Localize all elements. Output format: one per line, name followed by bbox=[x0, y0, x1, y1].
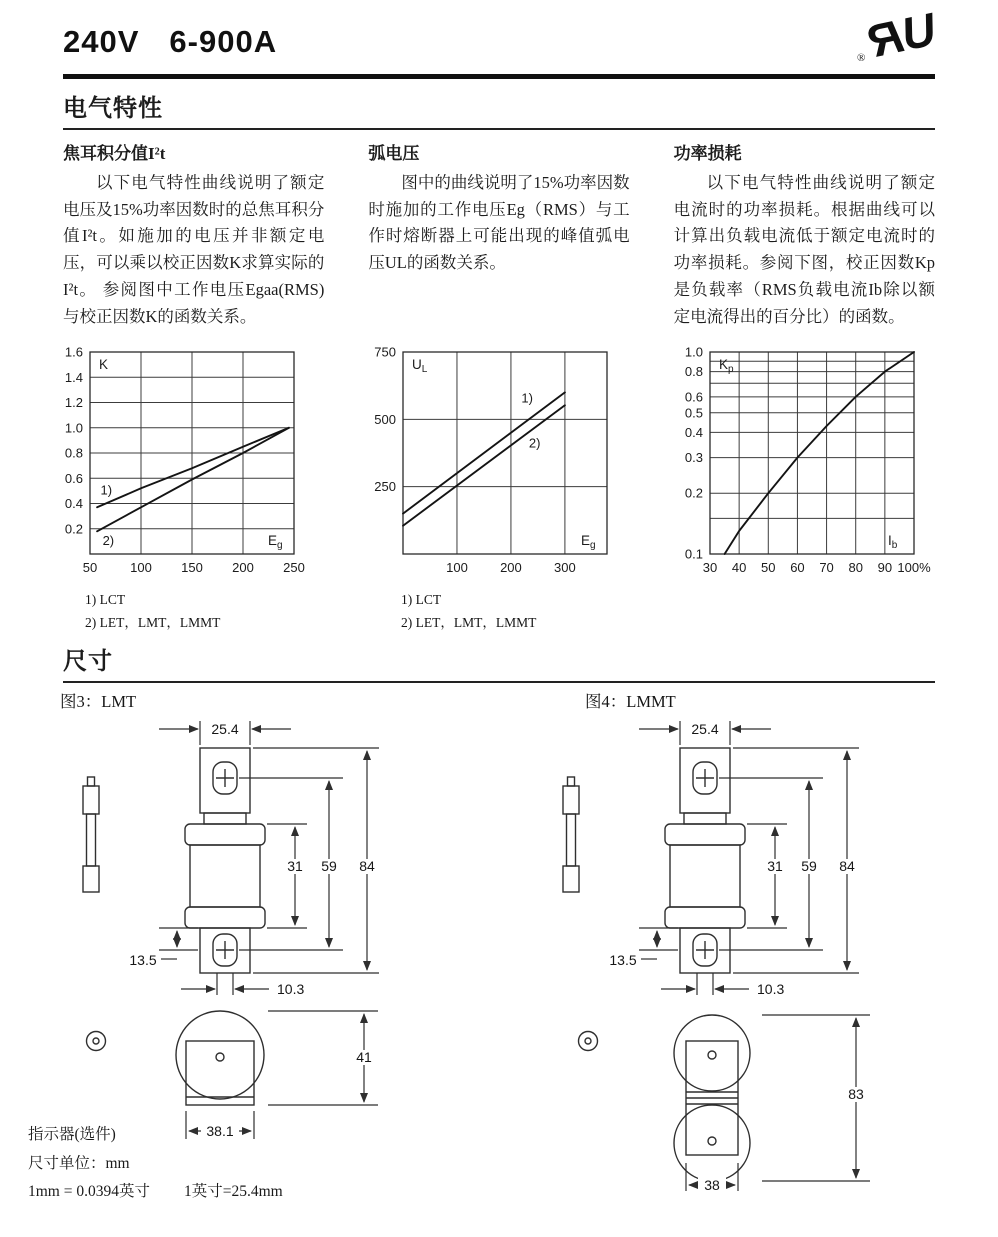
title-voltage: 240V bbox=[63, 24, 140, 59]
svg-text:100: 100 bbox=[130, 560, 152, 576]
svg-text:1.0: 1.0 bbox=[684, 344, 703, 360]
svg-text:40: 40 bbox=[731, 560, 747, 576]
fuse-indicator-side-view bbox=[563, 777, 579, 892]
fuse-body-outline bbox=[185, 748, 265, 973]
fuse-indicator-side-view bbox=[83, 777, 99, 892]
svg-text:K: K bbox=[99, 357, 109, 373]
svg-text:0.4: 0.4 bbox=[684, 425, 703, 441]
column-power-loss bbox=[674, 139, 935, 330]
note-conversion: 1mm = 0.0394英寸 1英寸=25.4mm bbox=[28, 1182, 283, 1200]
svg-text:1.0: 1.0 bbox=[64, 420, 83, 436]
svg-text:0.6: 0.6 bbox=[684, 389, 703, 405]
indicator-end-view bbox=[87, 1032, 106, 1051]
dim-blade-thickness: 10.3 bbox=[757, 981, 785, 998]
svg-text:90: 90 bbox=[877, 560, 893, 576]
chart-arc-voltage bbox=[361, 336, 671, 576]
section-title-electrical: 电气特性 bbox=[63, 96, 163, 122]
dim-overall-height: 84 bbox=[839, 858, 855, 875]
section-rule bbox=[63, 128, 935, 130]
svg-text:100: 100 bbox=[446, 560, 468, 576]
dim-body-height: 31 bbox=[287, 858, 303, 875]
figure3-front-view bbox=[55, 713, 395, 1003]
svg-text:0.8: 0.8 bbox=[64, 445, 83, 461]
svg-text:1.2: 1.2 bbox=[64, 395, 83, 411]
dim-bottom-height: 83 bbox=[848, 1086, 864, 1103]
legend-line-1: 1) LCT bbox=[85, 592, 126, 608]
svg-text:Eg: $E_g$ bbox=[268, 533, 283, 552]
figures-area bbox=[28, 683, 935, 1228]
note-indicator: 指示器(选件) bbox=[28, 1126, 116, 1144]
figure4-bottom-view bbox=[552, 991, 892, 1203]
column-arc-voltage bbox=[368, 139, 629, 330]
header bbox=[63, 3, 936, 70]
column-heading: 功率损耗 bbox=[673, 144, 742, 163]
fuse-bottom-outline bbox=[176, 1011, 264, 1105]
legend-line-2: 2) LET，LMT，LMMT bbox=[401, 614, 537, 630]
column-i2t bbox=[63, 139, 324, 330]
dim-blade-thickness: 10.3 bbox=[277, 981, 305, 998]
column-body: 以下电气特性曲线说明了额定电压及15%功率因数时的总焦耳积分值I²t。如施加的电压并非额定电压，可以乘以校正因数K求算实际的I²t。 参阅图中工作电压Egaa(RMS)与校正因数K的函数关系。 bbox=[63, 173, 325, 326]
svg-text:1.4: 1.4 bbox=[64, 370, 83, 386]
svg-text:250: 250 bbox=[374, 479, 396, 495]
dimension-lines bbox=[639, 721, 859, 998]
header-rule bbox=[63, 74, 935, 79]
electrical-columns bbox=[63, 139, 935, 330]
dim-tab-offset: 13.5 bbox=[609, 952, 637, 969]
chart-power-loss-factor bbox=[668, 336, 978, 576]
svg-text:200: 200 bbox=[500, 560, 522, 576]
legend-line-2: 2) LET，LMT，LMMT bbox=[85, 614, 221, 630]
dimension-lines bbox=[159, 721, 379, 998]
section-title-dimensions: 尺寸 bbox=[63, 649, 113, 676]
svg-text:100%: 100% bbox=[897, 560, 931, 576]
dimension-labels bbox=[129, 721, 381, 997]
svg-text:70: 70 bbox=[819, 560, 834, 576]
note-units: 尺寸单位：mm bbox=[28, 1154, 130, 1172]
charts-row bbox=[63, 336, 935, 632]
chart1-legend bbox=[85, 589, 220, 634]
column-body: 图中的曲线说明了15%功率因数时施加的工作电压Eg（RMS）与工作时熔断器上可能出现的峰值弧电压UL的函数关系。 bbox=[368, 173, 630, 273]
svg-text:1): 1) bbox=[100, 482, 113, 498]
dim-terminal-span: 59 bbox=[801, 858, 817, 875]
figure-notes bbox=[28, 1121, 283, 1206]
dimension-lines bbox=[186, 1011, 378, 1139]
ul-mark-letters: RU bbox=[867, 3, 936, 67]
svg-text:50: 50 bbox=[82, 560, 98, 576]
dim-body-height: 31 bbox=[767, 858, 783, 875]
dimension-labels bbox=[698, 1086, 868, 1193]
svg-text:0.3: 0.3 bbox=[684, 450, 703, 466]
dim-bottom-height: 41 bbox=[356, 1049, 372, 1066]
svg-text:Ib: $I_b$ bbox=[888, 533, 898, 552]
indicator-end-view bbox=[579, 1032, 598, 1051]
column-heading: 弧电压 bbox=[368, 144, 420, 163]
chart2-legend bbox=[401, 589, 536, 634]
svg-text:500: 500 bbox=[374, 412, 396, 428]
svg-text:60: 60 bbox=[790, 560, 805, 576]
svg-text:0.5: 0.5 bbox=[684, 405, 703, 421]
svg-text:0.8: 0.8 bbox=[684, 364, 703, 380]
svg-text:2): 2) bbox=[528, 435, 541, 451]
svg-text:0.2: 0.2 bbox=[684, 486, 703, 502]
svg-text:300: 300 bbox=[554, 560, 576, 576]
dim-tab-offset: 13.5 bbox=[129, 952, 157, 969]
svg-text:150: 150 bbox=[181, 560, 203, 576]
svg-text:Kp: $K_p$ bbox=[719, 357, 734, 376]
figure4-caption: 图4：LMMT bbox=[585, 692, 676, 712]
dim-top-width: 25.4 bbox=[211, 721, 239, 738]
svg-text:250: 250 bbox=[283, 560, 305, 576]
svg-text:UL: $U_L$ bbox=[412, 357, 428, 376]
figure4-front-view bbox=[535, 713, 875, 1003]
svg-text:Eg: $E_g$ bbox=[581, 533, 596, 552]
dim-top-width: 25.4 bbox=[691, 721, 719, 738]
figure3-caption: 图3：LMT bbox=[60, 692, 137, 712]
dim-terminal-span: 59 bbox=[321, 858, 337, 875]
column-heading: 焦耳积分值I²t bbox=[63, 144, 166, 163]
svg-text:80: 80 bbox=[848, 560, 863, 576]
fuse-body-outline bbox=[665, 748, 745, 973]
svg-text:0.6: 0.6 bbox=[64, 471, 83, 487]
page-title bbox=[63, 14, 935, 60]
dimension-labels bbox=[609, 721, 861, 997]
dim-overall-height: 84 bbox=[359, 858, 375, 875]
svg-text:0.4: 0.4 bbox=[64, 496, 83, 512]
svg-text:30: 30 bbox=[702, 560, 718, 576]
registered-symbol: ® bbox=[857, 52, 866, 64]
column-body: 以下电气特性曲线说明了额定电流时的功率损耗。根据曲线可以计算出负载电流低于额定电流时的功率损耗。参阅下图，校正因数Kp是负载率（RMS负载电流Ib除以额定电流得出的百分比）的函数。 bbox=[673, 173, 935, 326]
svg-text:200: 200 bbox=[232, 560, 254, 576]
fuse-bottom-outline bbox=[674, 1015, 750, 1181]
svg-text:1.6: 1.6 bbox=[64, 344, 83, 360]
dim-bottom-width: 38.1 bbox=[206, 1123, 234, 1140]
svg-text:1): 1) bbox=[521, 390, 533, 406]
svg-text:0.1: 0.1 bbox=[684, 546, 703, 562]
chart-correction-factor-k bbox=[48, 336, 358, 576]
ul-recognized-mark-icon bbox=[855, 3, 936, 70]
dim-bottom-width: 38 bbox=[704, 1177, 720, 1194]
svg-text:750: 750 bbox=[374, 344, 396, 360]
svg-text:50: 50 bbox=[761, 560, 776, 576]
svg-text:2): 2) bbox=[102, 533, 115, 549]
title-amperage: 6-900A bbox=[169, 24, 278, 59]
legend-line-1: 1) LCT bbox=[401, 592, 442, 608]
svg-text:0.2: 0.2 bbox=[64, 521, 83, 537]
